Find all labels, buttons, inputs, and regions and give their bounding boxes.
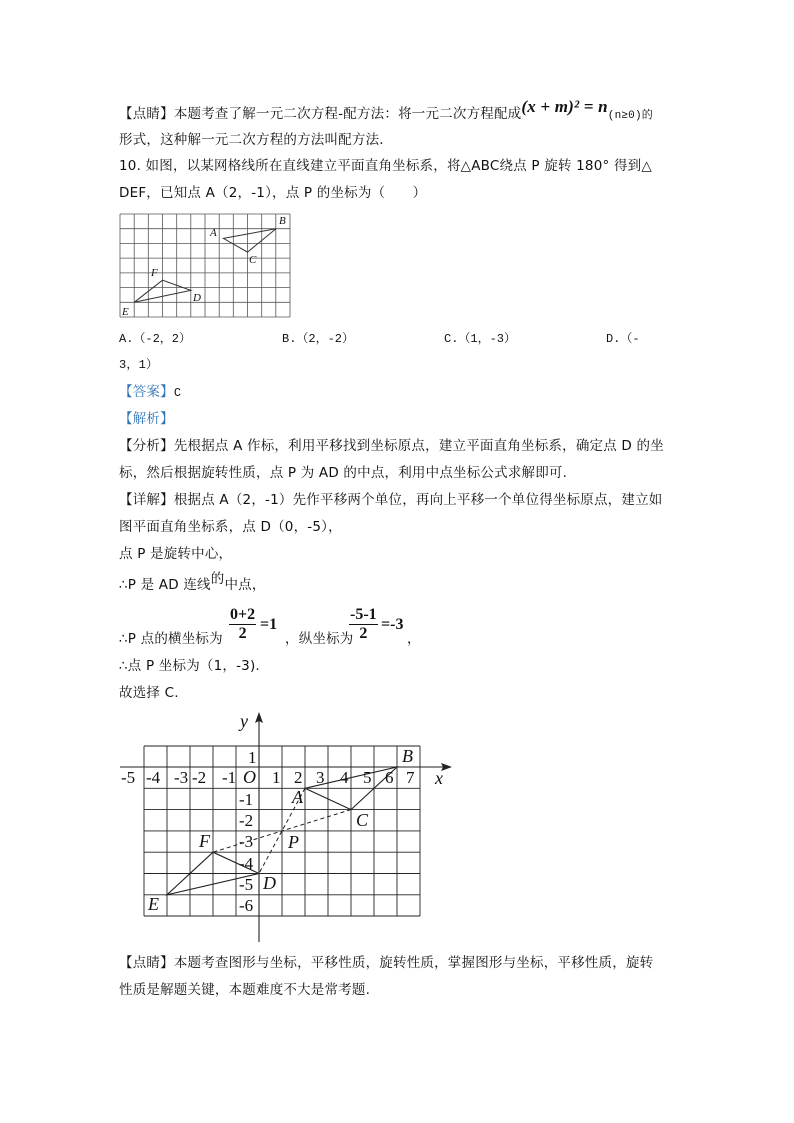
option-b[interactable]: B.（2，-2） xyxy=(282,332,355,346)
point-labels xyxy=(147,711,443,914)
dianjing-line2: 性质是解题关键，本题难度不大是常考题. xyxy=(119,982,371,998)
svg-text:-2: -2 xyxy=(192,768,207,787)
xiangjie-line7: 故选择 C. xyxy=(119,685,179,701)
answer-line xyxy=(119,383,181,402)
fenxi-tag: 【分析】 xyxy=(119,438,174,454)
svg-text:-3: -3 xyxy=(239,832,254,851)
option-c[interactable]: C.（1，-3） xyxy=(444,332,517,346)
intro-comment-line2: 形式，这种解一元二次方程的方法叫配方法. xyxy=(119,132,384,148)
analysis-tag: 【解析】 xyxy=(119,411,174,427)
dianjing-tag: 【点睛】 xyxy=(119,955,174,971)
svg-text:3: 3 xyxy=(316,768,325,787)
fraction-y-result: =-3 xyxy=(381,616,404,633)
xiangjie-line3: 点 P 是旋转中心， xyxy=(119,546,233,562)
question-line2: DEF，已知点 A（2，-1），点 P 的坐标为（ ） xyxy=(119,185,427,201)
xiangjie-line4: ∴P 是 AD 连线的中点， xyxy=(119,571,266,593)
intro-comment-line1 xyxy=(119,97,653,125)
label-c: C xyxy=(356,810,369,830)
label-d: D xyxy=(263,873,276,893)
small-label-e: E xyxy=(122,306,129,318)
fenxi-line1: 【分析】先根据点 A 作标，利用平移找到坐标原点，建立平面直角坐标系，确定点 D 的坐 xyxy=(119,438,664,454)
small-label-c: C xyxy=(249,254,257,266)
svg-text:-4: -4 xyxy=(239,854,254,873)
svg-text:-3: -3 xyxy=(174,768,189,787)
answer-tag: 【答案】 xyxy=(119,384,174,400)
svg-text:7: 7 xyxy=(406,768,415,787)
xiangjie-line2: 图平面直角坐标系，点 D（0，-5）， xyxy=(119,519,342,535)
svg-text:-6: -6 xyxy=(239,896,254,915)
xiangjie-line1: 【详解】根据点 A（2，-1）先作平移两个单位，再向上平移一个单位得坐标原点，建立如 xyxy=(119,492,663,508)
dianjing-line1: 【点睛】本题考查图形与坐标，平移性质，旋转性质，掌握图形与坐标，平移性质，旋转 xyxy=(119,955,654,971)
fraction-x-result: =1 xyxy=(260,616,278,633)
answer-value: C xyxy=(173,386,182,400)
small-label-a: A xyxy=(210,227,217,239)
label-a: A xyxy=(292,787,303,807)
question-figure xyxy=(116,208,298,322)
xiangjie-tag: 【详解】 xyxy=(119,492,174,508)
origin-label: O xyxy=(243,767,256,787)
svg-text:-5: -5 xyxy=(121,768,136,787)
fenxi-line2: 标，然后根据旋转性质，点 P 为 AD 的中点，利用中点坐标公式求解即可. xyxy=(119,465,568,481)
small-label-d: D xyxy=(193,292,201,304)
formula-condition: (n≥0)的 xyxy=(607,110,653,122)
label-p: P xyxy=(288,832,299,852)
svg-text:-4: -4 xyxy=(146,768,161,787)
svg-text:1: 1 xyxy=(248,748,257,767)
xiangjie-line5b: ，纵坐标为 xyxy=(285,631,354,647)
small-grid xyxy=(120,214,290,317)
option-a[interactable]: A.（-2，2） xyxy=(119,332,192,346)
y-axis-label: y xyxy=(240,711,248,731)
intro-comment-tag: 【点睛】 xyxy=(119,106,174,122)
svg-text:6: 6 xyxy=(385,768,394,787)
fraction-x: $\frac{0+2}{2}$ xyxy=(230,606,256,642)
x-axis-label: x xyxy=(435,768,443,788)
svg-text:5: 5 xyxy=(363,768,372,787)
svg-text:-1: -1 xyxy=(239,790,254,809)
formula: (x + m)² = n xyxy=(521,97,608,116)
svg-text:-5: -5 xyxy=(239,875,254,894)
svg-text:4: 4 xyxy=(340,768,349,787)
question-line1: 10. 如图，以某网格线所在直线建立平面直角坐标系，将△ABC绕点 P 旋转 180° 得到△ xyxy=(119,158,652,174)
x-tick-labels xyxy=(121,768,415,787)
small-label-b: B xyxy=(279,215,286,227)
label-b: B xyxy=(402,746,413,766)
xiangjie-line5c: ， xyxy=(407,631,421,647)
small-label-f: F xyxy=(151,267,158,279)
triangle-abc xyxy=(223,229,276,252)
label-e: E xyxy=(148,894,159,914)
option-d-wrap: 3，1） xyxy=(119,358,159,372)
xiangjie-line6: ∴点 P 坐标为（1，-3). xyxy=(119,658,260,674)
svg-text:2: 2 xyxy=(294,768,303,787)
coordinate-figure xyxy=(110,705,470,950)
xiangjie-line5a: ∴P 点的横坐标为 xyxy=(119,631,223,647)
svg-text:-2: -2 xyxy=(239,811,254,830)
fraction-y: $\frac{-5-1}{2}$ xyxy=(350,606,377,642)
svg-text:-1: -1 xyxy=(222,768,237,787)
intro-comment-text: 本题考查了解一元二次方程-配方法：将一元二次方程配成 xyxy=(173,106,522,122)
label-f: F xyxy=(199,831,210,851)
svg-text:1: 1 xyxy=(272,768,281,787)
option-d[interactable]: D.（- xyxy=(606,332,640,346)
